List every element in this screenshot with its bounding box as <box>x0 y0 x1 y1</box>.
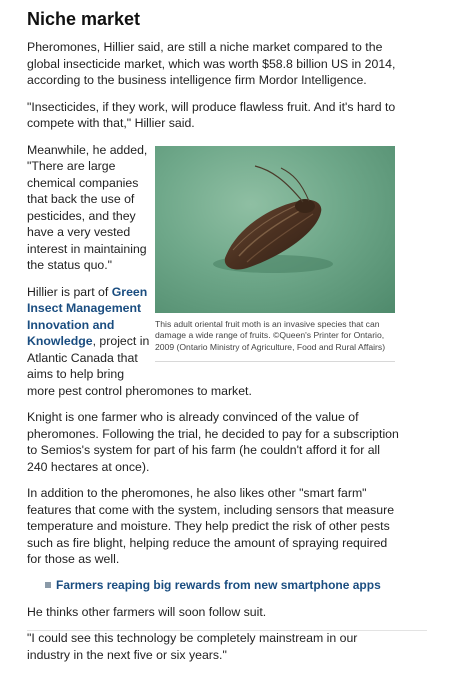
paragraph-project-continuation: more pest control pheromones to market. <box>27 383 252 398</box>
paragraph-niche-market: Pheromones, Hillier said, are still a niche market compared to the global insecticide market, which was worth $58.8 billion US in 2014, according to the business intelligence firm Mordor Intelligence. <box>27 40 396 87</box>
paragraph-insecticides-quote: "Insecticides, if they work, will produce flawless fruit. And it's hard to compete with that," Hillier said. <box>27 99 396 130</box>
figure-caption: This adult oriental fruit moth is an invasive species that can damage a wide range of fruits. ©Queen's Printer for Ontario, 2009 (Ontario Ministry of Agriculture, Food and Rural Affairs) <box>155 313 395 363</box>
section-heading: Niche market <box>27 9 141 29</box>
paragraph-mainstream-quote: "I could see this technology be completely mainstream in our industry in the next five or six years." <box>27 631 358 662</box>
bottom-divider <box>27 630 427 631</box>
paragraph-hillier-project <box>27 284 155 383</box>
related-article-link[interactable]: Farmers reaping big rewards from new smartphone apps <box>56 577 381 592</box>
paragraph-follow-suit: He thinks other farmers will soon follow suit. <box>27 604 267 619</box>
green-insect-management-link[interactable]: Green Insect Management Innovation and Knowledge <box>27 284 148 348</box>
project-intro-text: Hillier is part of <box>27 284 112 299</box>
paragraph-smart-farm: In addition to the pheromones, he also likes other "smart farm" features that come with the system, including sensors that measure temperature and moisture. They help predict the risk of other pests such as fire blight, helping reduce the amount of spraying required for those as well. <box>27 486 395 566</box>
side-text-column <box>27 142 155 383</box>
article-body <box>27 8 399 673</box>
project-trailing-text: , project in Atlantic Canada that aims to help bring <box>27 334 150 381</box>
paragraph-knight-farmer: Knight is one farmer who is already convinced of the value of pheromones. Following the trial, he decided to pay for a subscription to Semios's system for part of his farm (he couldn't afford it for all 240 hectares at once). <box>27 410 399 474</box>
paragraph-chemical-companies: Meanwhile, he added, "There are large chemical companies that back the use of pesticides, and they have a very vested interest in maintaining the status quo." <box>27 142 148 272</box>
moth-photo <box>155 146 395 313</box>
bullet-square-icon <box>45 582 51 588</box>
related-article <box>45 578 399 592</box>
moth-icon <box>155 146 395 313</box>
text-with-figure <box>27 142 399 383</box>
moth-figure <box>155 146 395 363</box>
